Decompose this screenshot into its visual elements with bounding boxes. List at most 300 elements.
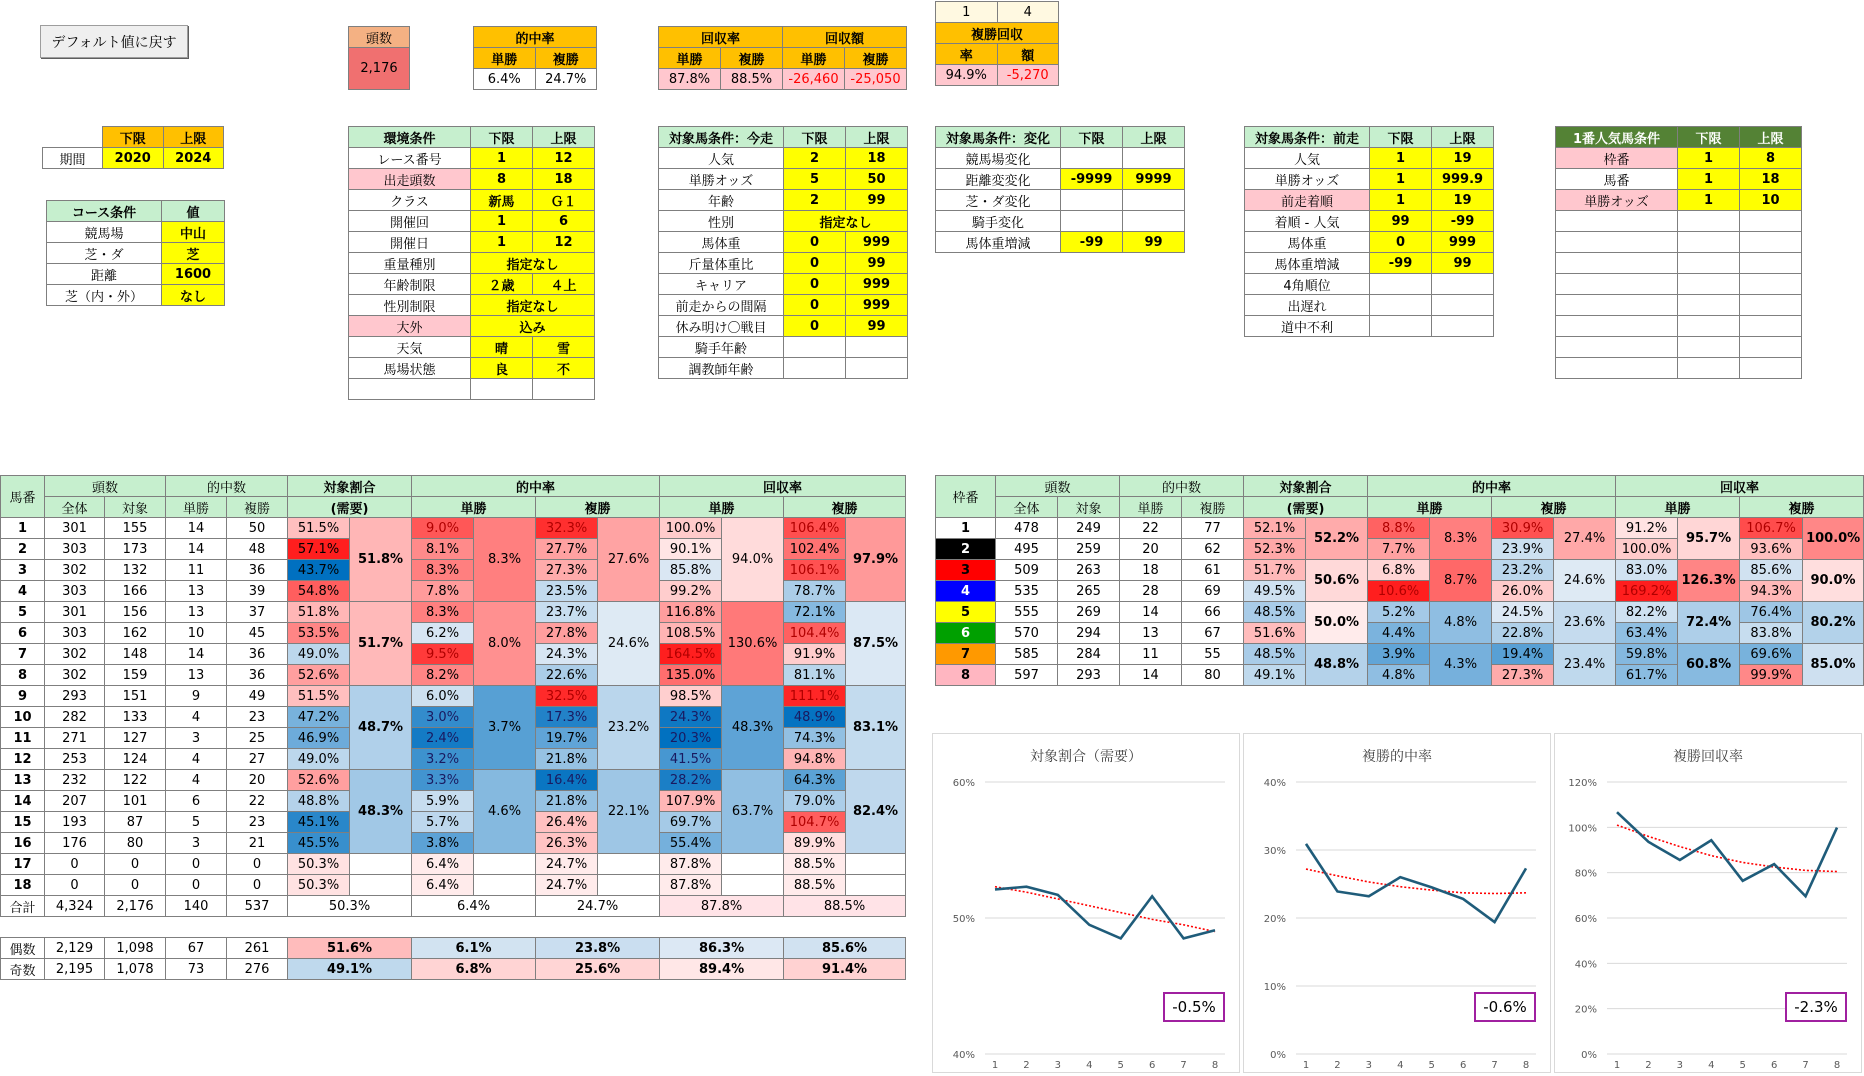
return-amount-header: 回収額 (783, 27, 907, 48)
row-number: 8 (936, 665, 996, 686)
win-group-cell: 4.8% (1430, 602, 1492, 644)
win-cell: 3.2% (412, 749, 474, 770)
condition-max[interactable]: 不 (533, 358, 595, 379)
condition-label (1556, 358, 1678, 379)
condition-max[interactable]: 999.9 (1432, 169, 1494, 190)
condition-min[interactable]: 0 (784, 316, 846, 337)
condition-max[interactable] (1123, 211, 1185, 232)
chart-plot (933, 734, 1241, 1074)
summary-count: 73 (166, 959, 227, 980)
period-table (42, 126, 224, 169)
condition-min[interactable]: 1 (471, 148, 533, 169)
condition-max[interactable] (1432, 316, 1494, 337)
row-number: 5 (936, 602, 996, 623)
count-cell: 50 (227, 518, 288, 539)
y-tick-label: 20% (1263, 914, 1286, 925)
count-cell: 25 (227, 728, 288, 749)
win-cell: 6.8% (1368, 560, 1430, 581)
condition-min[interactable]: -99 (1061, 232, 1123, 253)
empty-cell (474, 854, 536, 875)
condition-label (1556, 295, 1678, 316)
condition-max[interactable]: 18 (846, 148, 908, 169)
share-cell: 51.5% (288, 518, 350, 539)
condition-max[interactable]: 9999 (1123, 169, 1185, 190)
condition-max[interactable]: 99 (1432, 253, 1494, 274)
winret-cell: 116.8% (660, 602, 722, 623)
column-subheader: 単勝 (1616, 497, 1740, 518)
condition-header: 対象馬条件：前走 (1245, 127, 1370, 148)
condition-min[interactable]: -9999 (1061, 169, 1123, 190)
condition-min[interactable]: 1 (1678, 148, 1740, 169)
placeret-cell: 85.6% (1740, 560, 1803, 581)
condition-value[interactable]: 指定なし (471, 295, 595, 316)
row-number: 7 (936, 644, 996, 665)
winret-group-cell: 95.7% (1678, 518, 1740, 560)
summary-value: 88.5% (784, 896, 906, 917)
condition-label: 開催回 (349, 211, 471, 232)
condition-min[interactable]: 8 (471, 169, 533, 190)
row-number: 13 (1, 770, 45, 791)
count-cell: 176 (45, 833, 105, 854)
condition-min[interactable]: 0 (784, 295, 846, 316)
placeret-cell: 104.7% (784, 812, 846, 833)
count-cell: 45 (227, 623, 288, 644)
condition-max[interactable]: 99 (1123, 232, 1185, 253)
condition-min[interactable] (1061, 148, 1123, 169)
summary-count: 2,129 (45, 938, 105, 959)
condition-min[interactable]: -99 (1370, 253, 1432, 274)
condition-label: クラス (349, 190, 471, 211)
condition-max[interactable]: 999 (846, 232, 908, 253)
place-cell: 24.7% (536, 854, 598, 875)
period-header: 下限 (103, 127, 164, 148)
condition-min[interactable]: 1 (1370, 148, 1432, 169)
condition-min[interactable] (1370, 316, 1432, 337)
condition-max[interactable] (1432, 295, 1494, 316)
x-tick-label: 5 (1428, 1060, 1435, 1071)
count-cell: 302 (45, 560, 105, 581)
condition-min[interactable]: 1 (1678, 169, 1740, 190)
return-sub: 複勝 (845, 48, 907, 69)
condition-max[interactable] (1740, 274, 1802, 295)
placeret-cell: 69.6% (1740, 644, 1803, 665)
condition-label: 馬体重増減 (936, 232, 1061, 253)
condition-min[interactable] (1370, 295, 1432, 316)
count-cell: 27 (227, 749, 288, 770)
condition-header: 対象馬条件：今走 (659, 127, 784, 148)
placeret-cell: 102.4% (784, 539, 846, 560)
count-cell: 303 (45, 623, 105, 644)
reset-default-button[interactable]: デフォルト値に戻す (40, 25, 188, 58)
place-cell: 27.3% (1492, 665, 1554, 686)
bracket-number-table (935, 475, 1864, 686)
share-cell: 50.3% (288, 854, 350, 875)
win-group-cell: 8.3% (474, 518, 536, 602)
condition-max[interactable]: 99 (846, 253, 908, 274)
condition-min[interactable]: 2 (784, 148, 846, 169)
x-tick-label: 8 (1211, 1060, 1219, 1071)
win-cell: 6.4% (412, 875, 474, 896)
condition-min[interactable] (1061, 211, 1123, 232)
condition-max[interactable] (1123, 190, 1185, 211)
share-cell: 52.6% (288, 665, 350, 686)
condition-min[interactable] (1061, 190, 1123, 211)
count-cell: 48 (227, 539, 288, 560)
place-cell: 26.3% (536, 833, 598, 854)
chart-1[interactable] (932, 733, 1240, 1073)
place-return-table (935, 1, 1059, 86)
count-cell: 22 (227, 791, 288, 812)
share-cell: 48.5% (1244, 602, 1306, 623)
condition-min[interactable]: 2 (784, 190, 846, 211)
condition-max[interactable] (846, 358, 908, 379)
condition-max[interactable] (1432, 274, 1494, 295)
condition-max[interactable] (1740, 316, 1802, 337)
winret-cell: 135.0% (660, 665, 722, 686)
count-cell: 284 (1058, 644, 1120, 665)
trend-line (1617, 825, 1837, 871)
count-cell: 302 (45, 665, 105, 686)
placeret-cell: 94.8% (784, 749, 846, 770)
condition-min[interactable]: 1 (471, 232, 533, 253)
condition-max[interactable]: 雪 (533, 337, 595, 358)
winret-group-cell: 63.7% (722, 770, 784, 854)
count-cell: 36 (227, 560, 288, 581)
place-cell: 24.3% (536, 644, 598, 665)
condition-max[interactable] (1740, 211, 1802, 232)
count-cell: 253 (45, 749, 105, 770)
column-subheader: 対象 (105, 497, 166, 518)
condition-max[interactable]: 99 (846, 190, 908, 211)
condition-header: 上限 (1432, 127, 1494, 148)
column-header: 的中数 (1120, 476, 1244, 497)
condition-max[interactable] (1740, 358, 1802, 379)
count-cell: 162 (105, 623, 166, 644)
share-cell: 48.5% (1244, 644, 1306, 665)
placeret-group-cell: 87.5% (846, 602, 906, 686)
condition-header: 上限 (1123, 127, 1185, 148)
place-cell: 32.5% (536, 686, 598, 707)
column-subheader: 複勝 (1492, 497, 1616, 518)
course-value[interactable]: 1600 (162, 264, 225, 285)
condition-label: 馬体重 (659, 232, 784, 253)
condition-max[interactable]: 99 (846, 316, 908, 337)
condition-min[interactable] (1370, 274, 1432, 295)
winret-group-cell: 130.6% (722, 602, 784, 686)
winret-cell: 90.1% (660, 539, 722, 560)
condition-min[interactable]: 良 (471, 358, 533, 379)
count-cell: 13 (166, 581, 227, 602)
condition-min[interactable] (1678, 211, 1740, 232)
win-cell: 7.8% (412, 581, 474, 602)
period-header: 上限 (163, 127, 224, 148)
placeret-cell: 93.6% (1740, 539, 1803, 560)
condition-label: 斤量体重比 (659, 253, 784, 274)
winret-cell: 28.2% (660, 770, 722, 791)
condition-label: 馬体重 (1245, 232, 1370, 253)
condition-min[interactable] (784, 337, 846, 358)
condition-min[interactable]: ２歳 (471, 274, 533, 295)
condition-label: 道中不利 (1245, 316, 1370, 337)
y-tick-label: 80% (1574, 868, 1597, 880)
place-cell: 26.4% (536, 812, 598, 833)
condition-max[interactable]: 12 (533, 148, 595, 169)
place-cell: 23.2% (1492, 560, 1554, 581)
condition-max[interactable]: 19 (1432, 190, 1494, 211)
condition-max[interactable]: 10 (1740, 190, 1802, 211)
placeret-group-cell: 82.4% (846, 770, 906, 854)
condition-max[interactable]: 8 (1740, 148, 1802, 169)
count-cell: 37 (227, 602, 288, 623)
x-tick-label: 2 (1645, 1060, 1652, 1071)
x-tick-label: 5 (1739, 1060, 1746, 1071)
condition-max[interactable]: 6 (533, 211, 595, 232)
condition-min[interactable]: 0 (784, 274, 846, 295)
condition-max[interactable]: 19 (1432, 148, 1494, 169)
condition-max[interactable] (1740, 253, 1802, 274)
share-cell: 52.1% (1244, 518, 1306, 539)
placeret-group-cell: 97.9% (846, 518, 906, 602)
condition-max[interactable]: -99 (1432, 211, 1494, 232)
place-cell: 22.6% (536, 665, 598, 686)
row-number: 6 (936, 623, 996, 644)
place-cell: 19.7% (536, 728, 598, 749)
place-cell: 17.3% (536, 707, 598, 728)
condition-min[interactable]: 0 (784, 232, 846, 253)
condition-min[interactable]: 1 (1370, 190, 1432, 211)
row-number: 12 (1, 749, 45, 770)
summary-value: 6.8% (412, 959, 536, 980)
condition-max[interactable] (533, 379, 595, 400)
count-cell: 23 (227, 812, 288, 833)
winret-cell: 41.5% (660, 749, 722, 770)
spacer-row (1, 917, 846, 938)
condition-min[interactable]: 99 (1370, 211, 1432, 232)
hit-sub-place: 複勝 (535, 48, 597, 69)
course-label: 競馬場 (47, 222, 162, 243)
return-place-rate: 88.5% (721, 69, 783, 90)
condition-max[interactable] (1740, 295, 1802, 316)
summary-value: 25.6% (536, 959, 660, 980)
period-to[interactable]: 2024 (163, 148, 224, 169)
condition-max[interactable] (1740, 337, 1802, 358)
empty-cell (350, 875, 412, 896)
condition-max[interactable]: 999 (1432, 232, 1494, 253)
condition-min[interactable] (1678, 295, 1740, 316)
chart-3[interactable] (1554, 733, 1862, 1073)
count-cell: 124 (105, 749, 166, 770)
summary-value: 89.4% (660, 959, 784, 980)
condition-label: 前走からの間隔 (659, 295, 784, 316)
row-number: 5 (1, 602, 45, 623)
condition-min[interactable]: 0 (784, 253, 846, 274)
winret-cell: 82.2% (1616, 602, 1678, 623)
x-tick-label: 6 (1459, 1060, 1467, 1071)
course-value[interactable]: 芝 (162, 243, 225, 264)
count-cell: 0 (45, 854, 105, 875)
winret-cell: 20.3% (660, 728, 722, 749)
condition-header: 環境条件 (349, 127, 471, 148)
x-tick-label: 6 (1148, 1060, 1156, 1071)
condition-max[interactable]: ４上 (533, 274, 595, 295)
row-number: 11 (1, 728, 45, 749)
x-tick-label: 1 (1302, 1060, 1310, 1071)
count-cell: 11 (1120, 644, 1182, 665)
series-line (1306, 844, 1526, 922)
condition-max[interactable]: 18 (533, 169, 595, 190)
win-cell: 8.3% (412, 602, 474, 623)
condition-min[interactable]: 5 (784, 169, 846, 190)
condition-label: 出遅れ (1245, 295, 1370, 316)
empty-cell (598, 854, 660, 875)
count-cell: 101 (105, 791, 166, 812)
y-tick-label: 40% (952, 1050, 975, 1061)
summary-value: 6.4% (412, 896, 536, 917)
condition-min[interactable]: 晴 (471, 337, 533, 358)
condition-min[interactable] (1678, 232, 1740, 253)
winret-group-cell: 72.4% (1678, 602, 1740, 644)
return-sub: 単勝 (783, 48, 845, 69)
condition-max[interactable] (1740, 232, 1802, 253)
x-tick-label: 8 (1522, 1060, 1530, 1071)
condition-max[interactable]: Ｇ１ (533, 190, 595, 211)
condition-value[interactable]: 指定なし (784, 211, 908, 232)
return-place-amount: -25,050 (845, 69, 907, 90)
count-cell: 14 (166, 539, 227, 560)
placeret-cell: 74.3% (784, 728, 846, 749)
column-subheader: 複勝 (1182, 497, 1244, 518)
count-cell: 269 (1058, 602, 1120, 623)
condition-min[interactable] (1678, 358, 1740, 379)
condition-max[interactable]: 50 (846, 169, 908, 190)
condition-min[interactable]: 新馬 (471, 190, 533, 211)
condition-max[interactable] (846, 337, 908, 358)
winret-cell: 55.4% (660, 833, 722, 854)
empty-cell (350, 854, 412, 875)
condition-label (1556, 316, 1678, 337)
condition-label: 出走頭数 (349, 169, 471, 190)
condition-min[interactable] (1678, 337, 1740, 358)
count-cell: 22 (1120, 518, 1182, 539)
x-tick-label: 7 (1491, 1060, 1498, 1071)
summary-value: 49.1% (288, 959, 412, 980)
count-cell: 0 (166, 875, 227, 896)
condition-label: 芝・ダ変化 (936, 190, 1061, 211)
count-cell: 293 (45, 686, 105, 707)
condition-max[interactable]: 18 (1740, 169, 1802, 190)
condition-max[interactable]: 999 (846, 295, 908, 316)
x-tick-label: 2 (1334, 1060, 1341, 1071)
row-number: 2 (936, 539, 996, 560)
count-summary-table (348, 26, 410, 90)
place-cell: 27.8% (536, 623, 598, 644)
condition-min[interactable]: 1 (1370, 169, 1432, 190)
condition-min[interactable] (1678, 316, 1740, 337)
period-from[interactable]: 2020 (103, 148, 164, 169)
y-tick-label: 120% (1568, 778, 1597, 789)
placeret-cell: 106.7% (1740, 518, 1803, 539)
share-cell: 49.0% (288, 749, 350, 770)
count-cell: 151 (105, 686, 166, 707)
condition-min[interactable] (1678, 274, 1740, 295)
placeret-group-cell: 85.0% (1803, 644, 1864, 686)
count-cell: 80 (1182, 665, 1244, 686)
count-cell: 193 (45, 812, 105, 833)
condition-label: 馬番 (1556, 169, 1678, 190)
condition-value[interactable]: 込み (471, 316, 595, 337)
condition-min[interactable]: 1 (1678, 190, 1740, 211)
summary-count: 1,078 (105, 959, 166, 980)
count-cell: 3 (166, 833, 227, 854)
winret-cell: 164.5% (660, 644, 722, 665)
y-tick-label: 30% (1263, 846, 1286, 857)
count-cell: 61 (1182, 560, 1244, 581)
condition-label: 調教師年齢 (659, 358, 784, 379)
course-value[interactable]: 中山 (162, 222, 225, 243)
win-cell: 6.4% (412, 854, 474, 875)
win-cell: 8.1% (412, 539, 474, 560)
winret-cell: 99.2% (660, 581, 722, 602)
placeret-cell: 88.5% (784, 875, 846, 896)
condition-min[interactable]: 0 (1370, 232, 1432, 253)
place-group-cell: 23.2% (598, 686, 660, 770)
win-cell: 4.4% (1368, 623, 1430, 644)
x-tick-label: 5 (1117, 1060, 1124, 1071)
summary-count: 1,098 (105, 938, 166, 959)
x-tick-label: 1 (1613, 1060, 1621, 1071)
row-number: 16 (1, 833, 45, 854)
y-tick-label: 50% (952, 914, 975, 925)
win-cell: 6.2% (412, 623, 474, 644)
count-cell: 232 (45, 770, 105, 791)
summary-value: 23.8% (536, 938, 660, 959)
place-return-num[interactable]: 4 (997, 2, 1059, 23)
winret-group-cell: 126.3% (1678, 560, 1740, 602)
condition-max[interactable] (1123, 148, 1185, 169)
hit-place-value: 24.7% (535, 69, 597, 90)
share-group-cell: 51.7% (350, 602, 412, 686)
place-return-num[interactable]: 1 (936, 2, 998, 23)
trend-line (995, 887, 1215, 932)
count-cell: 14 (166, 644, 227, 665)
place-cell: 26.0% (1492, 581, 1554, 602)
place-return-sub: 額 (997, 44, 1059, 65)
condition-label: 騎手年齢 (659, 337, 784, 358)
condition-label (1556, 337, 1678, 358)
course-value[interactable]: なし (162, 285, 225, 306)
condition-min[interactable] (784, 358, 846, 379)
condition-max[interactable]: 12 (533, 232, 595, 253)
condition-min[interactable] (471, 379, 533, 400)
place-cell: 32.3% (536, 518, 598, 539)
hit-summary-table (473, 26, 597, 90)
count-cell: 265 (1058, 581, 1120, 602)
count-cell: 13 (166, 602, 227, 623)
condition-value[interactable]: 指定なし (471, 253, 595, 274)
placeret-group-cell: 83.1% (846, 686, 906, 770)
column-subheader: 単勝 (412, 497, 536, 518)
condition-min[interactable]: 1 (471, 211, 533, 232)
count-cell: 21 (227, 833, 288, 854)
placeret-cell: 72.1% (784, 602, 846, 623)
chart-2[interactable] (1243, 733, 1551, 1073)
condition-min[interactable] (1678, 253, 1740, 274)
condition-max[interactable]: 999 (846, 274, 908, 295)
column-header: 的中率 (1368, 476, 1616, 497)
count-cell: 23 (227, 707, 288, 728)
count-cell: 0 (105, 854, 166, 875)
column-header: 枠番 (936, 476, 996, 518)
